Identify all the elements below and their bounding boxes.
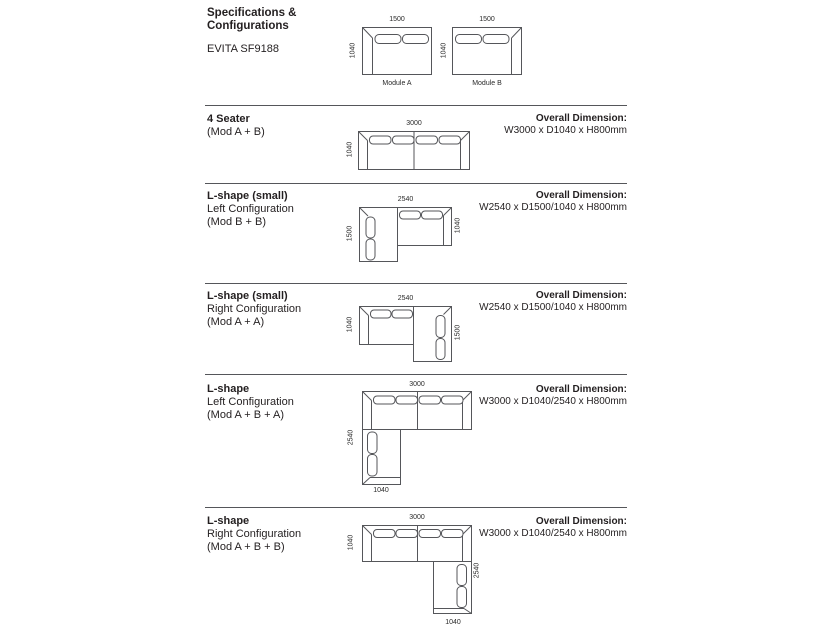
dim-width-label: 2540 <box>397 196 414 203</box>
overall-dimension-value: W3000 x D1040 x H800mm <box>504 125 627 136</box>
section-divider <box>205 507 627 508</box>
module-b-name-label: Module B <box>472 80 502 87</box>
overall-dimension-value: W3000 x D1040/2540 x H800mm <box>479 528 627 539</box>
dim-bottom-width-label: 1040 <box>373 487 389 494</box>
product-code: EVITA SF9188 <box>207 43 279 55</box>
module-a-name-label: Module A <box>382 80 412 87</box>
sofa-plan-lshape-small-right <box>359 306 452 362</box>
dim-depth-right-label: 2540 <box>473 562 481 579</box>
config-subtitle-2: (Mod A + A) <box>207 316 265 328</box>
overall-dimension-value: W2540 x D1500/1040 x H800mm <box>479 302 627 313</box>
overall-dimension-value: W3000 x D1040/2540 x H800mm <box>479 396 627 407</box>
page-title-line1: Specifications & <box>207 7 297 19</box>
section-divider <box>205 374 627 375</box>
config-title: L-shape (small) <box>207 290 288 302</box>
module-a-depth-label: 1040 <box>349 42 357 59</box>
config-title: L-shape <box>207 383 250 395</box>
page-title-line2: Configurations <box>207 20 289 32</box>
dim-width-label: 2540 <box>397 295 414 302</box>
sofa-plan-4-seater <box>358 131 470 170</box>
config-subtitle: Left Configuration <box>207 396 294 408</box>
overall-dimension-value: W2540 x D1500/1040 x H800mm <box>479 202 627 213</box>
overall-dimension-label: Overall Dimension: <box>535 113 627 124</box>
config-subtitle: Right Configuration <box>207 303 302 315</box>
dim-width-label: 3000 <box>409 381 425 388</box>
section-divider <box>205 105 627 106</box>
module-a-width-label: 1500 <box>389 16 405 23</box>
dim-depth-left-label: 2540 <box>347 429 355 446</box>
sofa-plan-lshape-right <box>362 525 472 614</box>
module-a-plan-drawing <box>362 27 432 75</box>
module-b-width-label: 1500 <box>479 16 495 23</box>
overall-dimension-label: Overall Dimension: <box>535 190 627 201</box>
config-title: L-shape <box>207 515 250 527</box>
module-b-depth-label: 1040 <box>440 42 448 59</box>
sofa-plan-lshape-left <box>362 391 472 485</box>
dim-bottom-width-label: 1040 <box>445 619 461 626</box>
dim-depth-right-label: 1500 <box>454 324 462 341</box>
dim-width-label: 3000 <box>406 120 422 127</box>
dim-depth-right-label: 1040 <box>454 217 462 234</box>
overall-dimension-label: Overall Dimension: <box>535 516 627 527</box>
dim-depth-left-label: 1500 <box>346 225 354 242</box>
config-title: 4 Seater <box>207 113 250 125</box>
config-title: L-shape (small) <box>207 190 288 202</box>
config-subtitle: Left Configuration <box>207 203 294 215</box>
dim-depth-left-label: 1040 <box>346 141 354 158</box>
overall-dimension-label: Overall Dimension: <box>535 384 627 395</box>
sofa-plan-lshape-small-left <box>359 207 452 262</box>
module-b-plan-drawing <box>452 27 522 75</box>
config-subtitle: (Mod A + B) <box>207 126 265 138</box>
section-divider <box>205 283 627 284</box>
config-subtitle: Right Configuration <box>207 528 302 540</box>
dim-width-label: 3000 <box>409 514 425 521</box>
config-subtitle-2: (Mod A + B + B) <box>207 541 285 553</box>
config-subtitle-2: (Mod B + B) <box>207 216 266 228</box>
config-subtitle-2: (Mod A + B + A) <box>207 409 285 421</box>
dim-depth-left-label: 1040 <box>346 316 354 333</box>
section-divider <box>205 183 627 184</box>
overall-dimension-label: Overall Dimension: <box>535 290 627 301</box>
dim-depth-left-label: 1040 <box>347 534 355 551</box>
